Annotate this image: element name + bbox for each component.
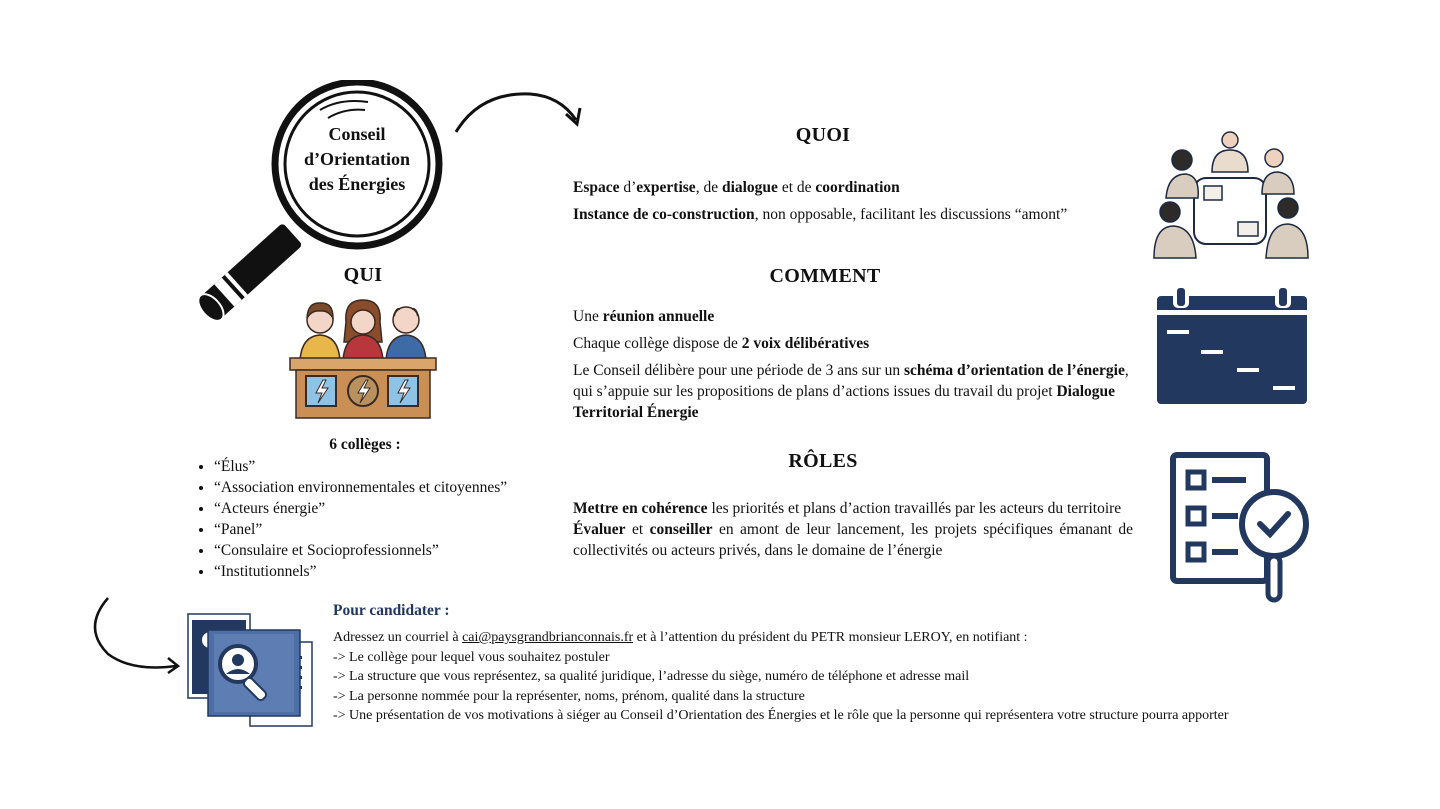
roles-line2-p3: conseiller bbox=[649, 521, 713, 538]
quoi-line1 bbox=[573, 177, 1153, 198]
comment-line1 bbox=[573, 306, 1133, 327]
arrow-icon bbox=[88, 592, 188, 676]
roles-line1-p2: les priorités et plans d’action travaillés par les acteurs du territoire bbox=[707, 500, 1122, 517]
comment-heading: COMMENT bbox=[769, 265, 881, 287]
comment-line3-p1: Le Conseil délibère pour une période de 3 ans sur un bbox=[573, 362, 905, 379]
comment-line2-p2: 2 voix délibératives bbox=[741, 335, 870, 352]
colleges-title: 6 collèges : bbox=[329, 436, 401, 453]
candidater-item: -> La personne nommée pour la représenter, noms, prénom, qualité dans la structure bbox=[333, 688, 805, 704]
documents-icon bbox=[186, 612, 316, 730]
roles-text bbox=[573, 498, 1133, 561]
comment-line3-p2: schéma d’orientation de l’énergie bbox=[904, 362, 1125, 379]
quoi-line2-p2: , non opposable, facilitant les discussions “amont” bbox=[754, 206, 1068, 223]
qui-heading: QUI bbox=[343, 264, 383, 286]
comment-line2-p1: Chaque collège dispose de bbox=[573, 335, 742, 352]
comment-line3-p4: Dialogue Territorial Énergie bbox=[573, 383, 1115, 421]
candidater-item: -> La structure que vous représentez, sa qualité juridique, l’adresse du siège, numéro de téléphone et adresse mail bbox=[333, 669, 970, 684]
council-title bbox=[286, 122, 428, 197]
jury-icon bbox=[288, 298, 438, 420]
quoi-line1-p2: d’ bbox=[619, 179, 637, 196]
comment-text bbox=[573, 306, 1133, 423]
college-item: • “Institutionnels” bbox=[214, 561, 574, 582]
roles-line1-p1: Mettre en cohérence bbox=[573, 500, 708, 517]
quoi-line1-p4: , de bbox=[695, 179, 722, 196]
quoi-line2 bbox=[573, 204, 1153, 225]
calendar-icon bbox=[1155, 286, 1309, 406]
candidater-intro-after: et à l’attention du président du PETR monsieur LEROY, en notifiant : bbox=[633, 630, 1028, 645]
comment-line1-p1: Une bbox=[573, 308, 603, 325]
meeting-icon bbox=[1150, 128, 1312, 264]
candidater-item: -> Une présentation de vos motivations à siéger au Conseil d’Orientation des Énergies et le rôle que la personne qui représentera votre structure pourra apporter bbox=[333, 708, 1229, 723]
roles-line2 bbox=[573, 519, 1133, 561]
council-title-line2: d’Orientation bbox=[304, 149, 410, 169]
roles-line2-p4: en amont de leur lancement, les projets spécifiques émanant de collectivités ou acteurs privés, dans le domaine de l’énergie bbox=[573, 521, 1133, 559]
quoi-line1-p6: et de bbox=[777, 179, 816, 196]
quoi-line2-p1: Instance de co-construction bbox=[573, 206, 755, 223]
college-item: • “Acteurs énergie” bbox=[214, 498, 574, 519]
roles-line2-p1: Évaluer bbox=[573, 521, 626, 538]
comment-line2 bbox=[573, 333, 1133, 354]
colleges-list bbox=[194, 456, 574, 582]
candidater-intro-before: Adressez un courriel à bbox=[333, 630, 463, 645]
college-item: • “Association environnementales et citoyennes” bbox=[214, 477, 574, 498]
quoi-heading: QUOI bbox=[795, 124, 851, 146]
arrow-icon bbox=[450, 86, 590, 146]
council-title-line1: Conseil bbox=[328, 124, 386, 144]
checklist-icon bbox=[1168, 450, 1314, 604]
candidater-item: -> Le collège pour lequel vous souhaitez postuler bbox=[333, 649, 610, 665]
comment-line3 bbox=[573, 360, 1133, 423]
colleges-ul bbox=[194, 456, 574, 582]
comment-line3-p3: , qui s’appuie sur les propositions de plans d’actions issues du travail du projet bbox=[573, 362, 1129, 400]
quoi-line1-p7: coordination bbox=[815, 179, 900, 196]
email-link[interactable]: cai@paysgrandbrianconnais.fr bbox=[462, 630, 634, 645]
council-title-line3: des Énergies bbox=[308, 174, 406, 194]
roles-line2-p2: et bbox=[625, 521, 650, 538]
candidater-intro bbox=[333, 628, 1433, 648]
college-item: • “Élus” bbox=[214, 456, 574, 477]
candidater-title: Pour candidater : bbox=[333, 602, 450, 619]
candidater-items bbox=[333, 648, 1433, 726]
candidater-text bbox=[333, 628, 1433, 726]
college-item: • “Panel” bbox=[214, 519, 574, 540]
quoi-line1-p1: Espace bbox=[573, 179, 620, 196]
comment-line1-p2: réunion annuelle bbox=[602, 308, 715, 325]
quoi-line1-p3: expertise bbox=[636, 179, 696, 196]
quoi-line1-p5: dialogue bbox=[721, 179, 778, 196]
roles-line1 bbox=[573, 498, 1133, 519]
quoi-text bbox=[573, 177, 1153, 225]
college-item: • “Consulaire et Socioprofessionnels” bbox=[214, 540, 574, 561]
roles-heading: RÔLES bbox=[788, 450, 858, 472]
